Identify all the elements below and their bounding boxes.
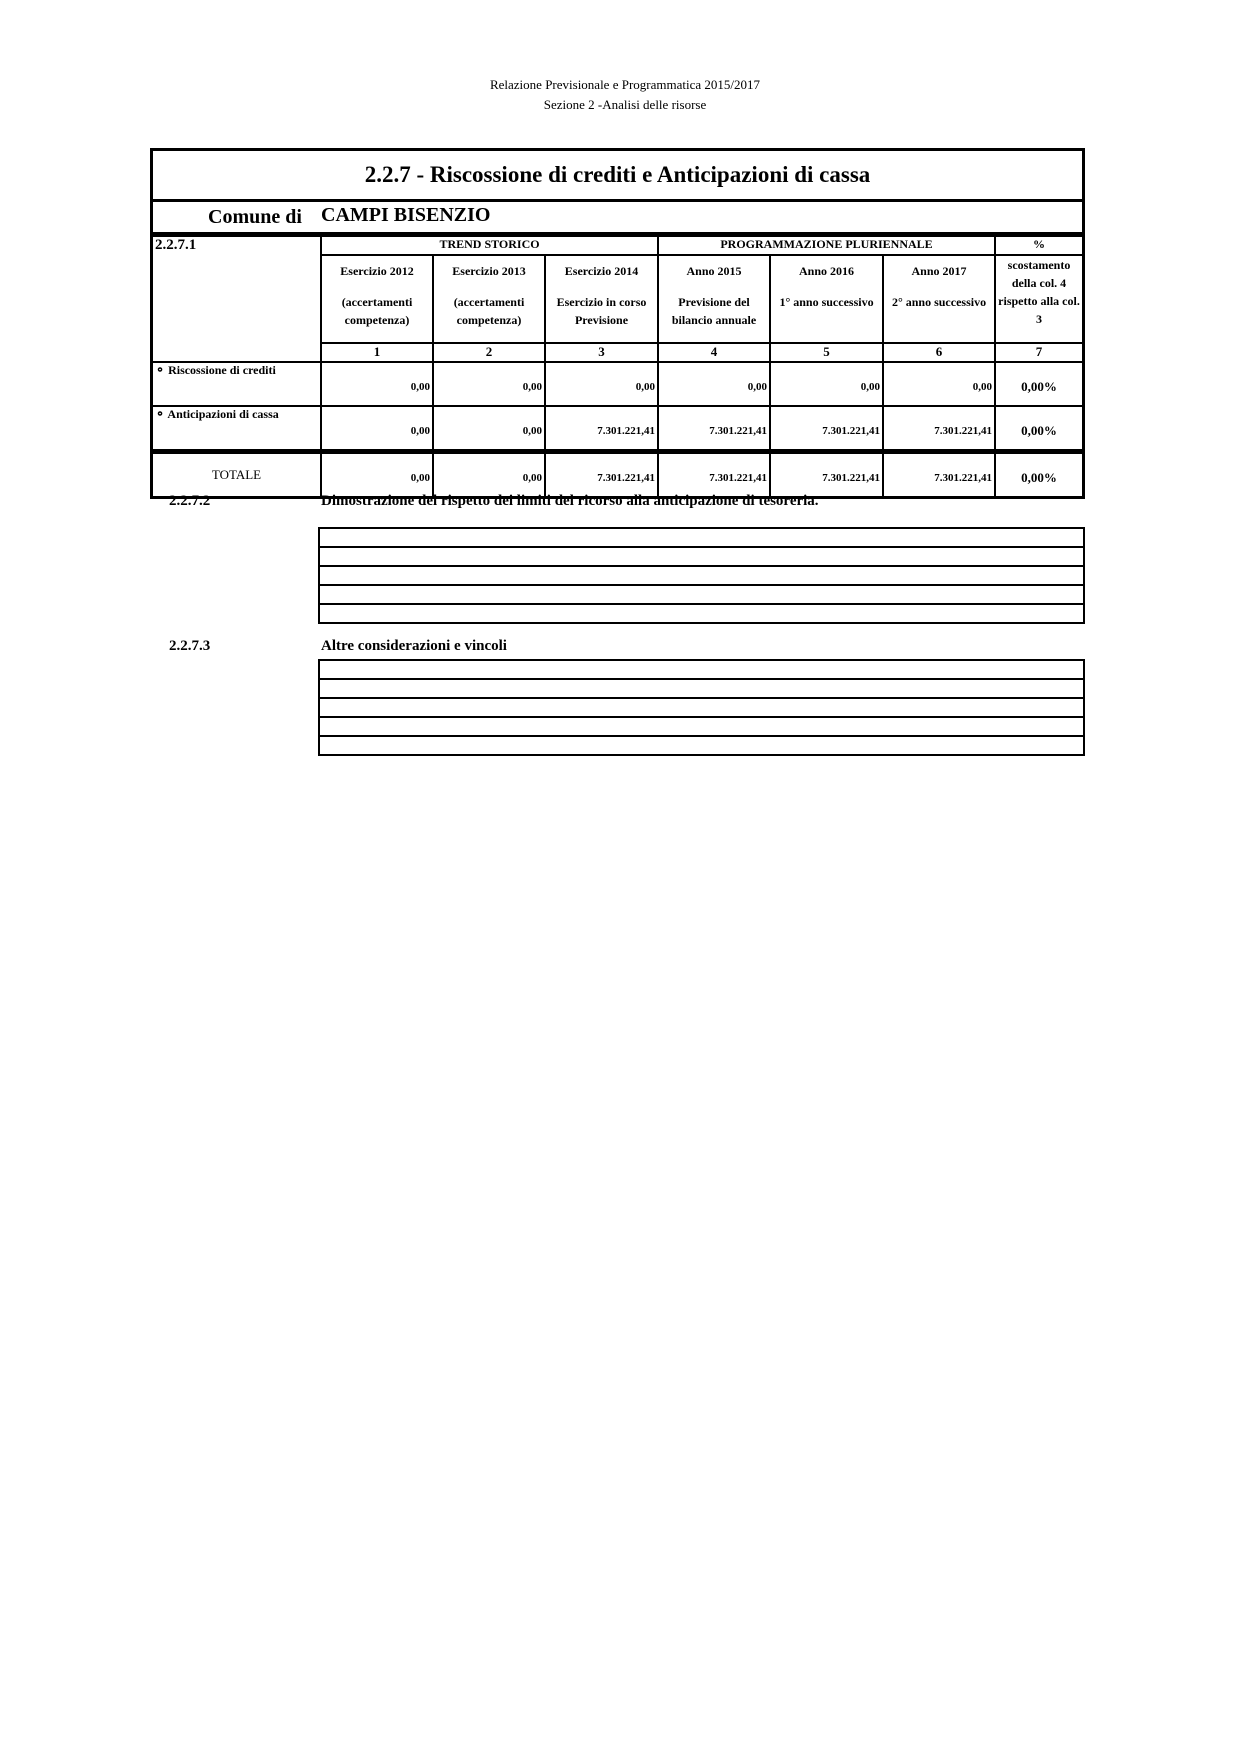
col-number: 2: [433, 343, 545, 362]
group-programmazione: PROGRAMMAZIONE PLURIENNALE: [658, 236, 995, 255]
page-header-line1: Relazione Previsionale e Programmatica 2015/2017: [489, 77, 761, 92]
cell-value: 0,00: [658, 362, 770, 406]
col-header-4: Anno 2015 Previsione del bilancio annuale: [658, 255, 770, 343]
cell-value: 0,00: [321, 362, 433, 406]
col-header-3: Esercizio 2014 Esercizio in corso Previsione: [545, 255, 658, 343]
section3-notes-box: [318, 659, 1085, 756]
cell-value: 7.301.221,41: [883, 406, 995, 452]
section2-notes-box: [318, 527, 1085, 624]
note-line: [320, 529, 1083, 548]
note-line: [320, 567, 1083, 586]
col-number: 7: [995, 343, 1082, 362]
total-value: 7.301.221,41: [545, 452, 658, 497]
col-number: 3: [545, 343, 658, 362]
total-value: 7.301.221,41: [883, 452, 995, 497]
section-title: 2.2.7 - Riscossione di crediti e Anticipazioni di cassa: [153, 151, 1082, 202]
group-trend-storico: TREND STORICO: [321, 236, 658, 255]
data-table: [153, 235, 1082, 496]
row-label: ⚬ Anticipazioni di cassa: [153, 406, 321, 452]
table-row: [153, 406, 1082, 452]
cell-value: 0,00: [770, 362, 883, 406]
comune-label: Comune di: [208, 206, 302, 228]
cell-value: 0,00: [433, 362, 545, 406]
note-line: [320, 699, 1083, 718]
section3-title: Altre considerazioni e vincoli: [321, 638, 507, 654]
col-number: 1: [321, 343, 433, 362]
col-header-2: Esercizio 2013 (accertamenti competenza): [433, 255, 545, 343]
note-line: [320, 661, 1083, 680]
cell-pct: 0,00%: [995, 362, 1082, 406]
comune-name: CAMPI BISENZIO: [321, 204, 491, 226]
pct-header: %: [995, 236, 1082, 255]
col-number: 5: [770, 343, 883, 362]
comune-row: [153, 202, 1082, 235]
cell-value: 0,00: [883, 362, 995, 406]
section3-code: 2.2.7.3: [169, 638, 211, 654]
total-value: 0,00: [433, 452, 545, 497]
note-line: [320, 586, 1083, 605]
total-value: 7.301.221,41: [770, 452, 883, 497]
section2-title: Dimostrazione del rispetto dei limiti del ricorso alla anticipazione di tesoreria.: [321, 493, 819, 509]
col-number: 6: [883, 343, 995, 362]
col-header-7: scostamento della col. 4 rispetto alla col. 3: [995, 255, 1082, 343]
cell-value: 0,00: [321, 406, 433, 452]
col-header-5: Anno 2016 1° anno successivo: [770, 255, 883, 343]
resources-table-frame: [150, 148, 1085, 499]
row-label: ⚬ Riscossione di crediti: [153, 362, 321, 406]
cell-value: 7.301.221,41: [545, 406, 658, 452]
col-header-1: Esercizio 2012 (accertamenti competenza): [321, 255, 433, 343]
note-line: [320, 680, 1083, 699]
table-row: [153, 362, 1082, 406]
total-pct: 0,00%: [995, 452, 1082, 497]
section-code: 2.2.7.1: [153, 236, 321, 362]
total-value: 0,00: [321, 452, 433, 497]
total-row: [153, 452, 1082, 497]
note-line: [320, 718, 1083, 737]
cell-value: 7.301.221,41: [770, 406, 883, 452]
note-line: [320, 737, 1083, 754]
note-line: [320, 548, 1083, 567]
page-header-line2: Sezione 2 -Analisi delle risorse: [543, 97, 707, 112]
cell-pct: 0,00%: [995, 406, 1082, 452]
note-line: [320, 605, 1083, 622]
col-number: 4: [658, 343, 770, 362]
section2-code: 2.2.7.2: [169, 493, 211, 509]
cell-value: 7.301.221,41: [658, 406, 770, 452]
cell-value: 0,00: [433, 406, 545, 452]
total-value: 7.301.221,41: [658, 452, 770, 497]
total-label: TOTALE: [153, 452, 321, 497]
cell-value: 0,00: [545, 362, 658, 406]
col-header-6: Anno 2017 2° anno successivo: [883, 255, 995, 343]
